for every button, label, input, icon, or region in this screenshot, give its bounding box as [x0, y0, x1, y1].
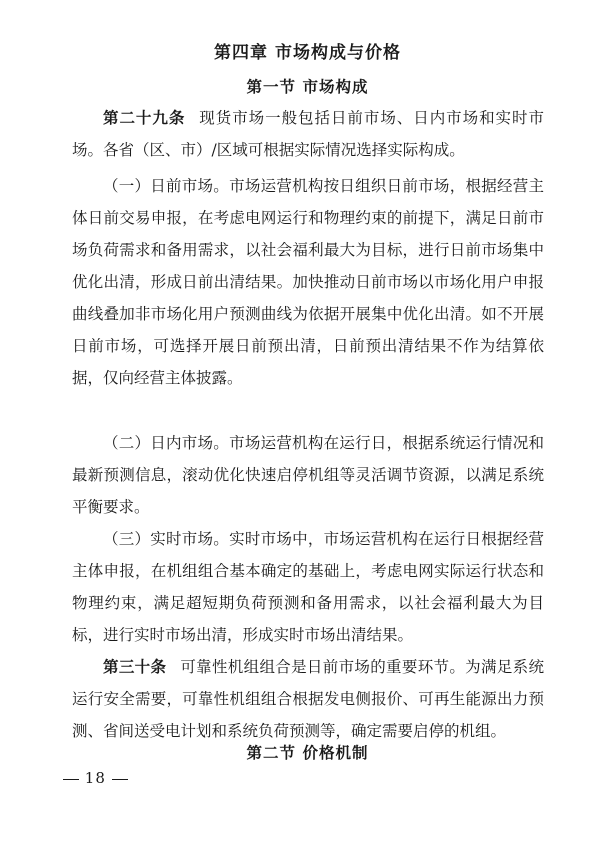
- page-footer: [63, 769, 128, 787]
- day-ahead-market-paragraph: （一）日前市场。市场运营机构按日组织日前市场，根据经营主体日前交易申报，在考虑电网运行和物理约束的前提下，满足日前市场负荷需求和备用需求，以社会福利最大为目标，进行日前市场集中优化出清，形成日前出清结果。加快推动日前市场以市场化用户申报曲线叠加非市场化用户预测曲线为依据开展集中优化出清。如不开展日前市场，可选择开展日前预出清，日前预出清结果不作为结算依据，仅向经营主体披露。: [72, 177, 544, 387]
- section-title-price-mechanism: 第二节 价格机制: [246, 744, 369, 762]
- section-title-market-composition: 第一节 市场构成: [246, 78, 369, 96]
- intraday-market-paragraph: （二）日内市场。市场运营机构在运行日，根据系统运行情况和最新预测信息，滚动优化快速启停机组等灵活调节资源，以满足系统平衡要求。: [72, 434, 544, 516]
- real-time-market-paragraph: （三）实时市场。实时市场中，市场运营机构在运行日根据经营主体申报，在机组组合基本确定的基础上，考虑电网实际运行状态和物理约束，满足超短期负荷预测和备用需求，以社会福利最大为目标，进行实时市场出清，形成实时市场出清结果。: [72, 530, 544, 644]
- article-30-label: 第三十条: [103, 658, 167, 676]
- article-29-text: 现货市场一般包括日前市场、日内市场和实时市场。各省（区、市）/区域可根据实际情况选择实际构成。: [72, 109, 544, 159]
- chapter-title: 第四章 市场构成与价格: [214, 43, 401, 63]
- article-30-paragraph: [72, 651, 544, 747]
- page-number: 18: [84, 769, 106, 787]
- article-30-text: 可靠性机组组合是日前市场的重要环节。为满足系统运行安全需要，可靠性机组组合根据发电侧报价、可再生能源出力预测、省间送受电计划和系统负荷预测等，确定需要启停的机组。: [72, 658, 544, 740]
- footer-dash-left: [63, 779, 79, 780]
- article-29-label: 第二十九条: [103, 109, 186, 127]
- article-29-paragraph: [72, 102, 544, 166]
- footer-dash-right: [112, 779, 128, 780]
